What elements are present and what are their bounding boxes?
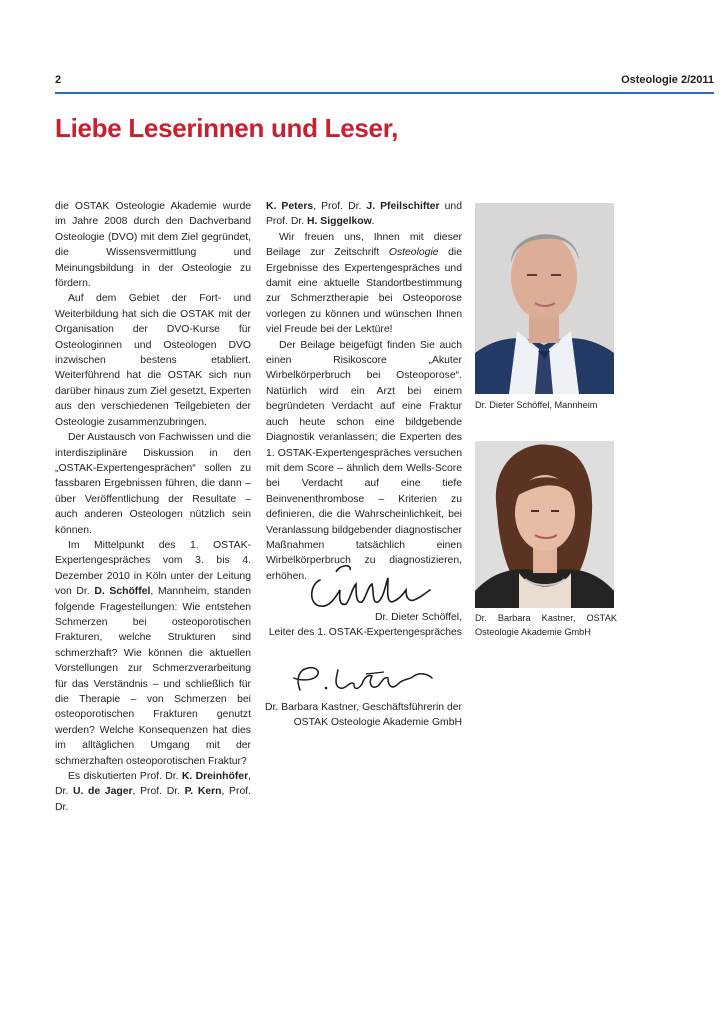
- person-name: U. de Jager: [72, 786, 133, 798]
- text-run: , Prof. Dr.: [313, 201, 367, 212]
- header-rule: [55, 92, 714, 94]
- text-run: Im Mittelpunkt des 1. OSTAK-Expertengespräches vom 3. bis 4. Dezember 2010 in Köln unter der Leitung von Dr.: [55, 539, 251, 598]
- text-run: , Dr.: [55, 771, 251, 798]
- text-run: .: [371, 216, 375, 228]
- person-name: K. Peters: [266, 201, 314, 212]
- person-name: H. Siggelkow: [307, 216, 372, 228]
- page-number: 2: [55, 74, 62, 86]
- portrait-woman-icon: [475, 441, 614, 608]
- signatory-role: OSTAK Osteologie Akademie GmbH: [293, 717, 462, 728]
- signatory-name: Dr. Barbara Kastner, Geschäftsführerin der: [265, 702, 462, 713]
- page-title: Liebe Leserinnen und Leser,: [55, 113, 399, 143]
- text-run: Es diskutierten Prof. Dr.: [68, 771, 182, 783]
- person-name: D. Schöffel: [94, 586, 151, 598]
- text-column-2: [266, 199, 462, 584]
- text-run: , Prof. Dr.: [132, 786, 185, 798]
- journal-issue: Osteologie 2/2011: [621, 74, 714, 86]
- text-run: , Mannheim, standen folgende Fragestellungen: Wie entstehen Schmerzen bei osteoporotischen Frakturen, welche Strukturen sind schmerzhaft? Wie können die aktuellen Vorstellungen zur Schmerzverarbeitung für das Verständnis – und schließlich für die Therapie – von Schmerzen bei osteoporotischen Frakturen genutzt werden? Welche Konsequenzen hat dies im alltäglichen Umgang mit der schmerzhaften osteoporotischen Fraktur?: [55, 586, 251, 767]
- paragraph: die OSTAK Osteologie Akademie wurde im Jahre 2008 durch den Dachverband Osteologie (DVO) mit dem Ziel gegründet, die Wissensvermittlung und Meinungsbildung in der Osteologie zu fördern.: [55, 201, 251, 290]
- person-name: J. Pfeilschifter: [366, 201, 440, 212]
- signatory-name: Dr. Dieter Schöffel,: [374, 612, 462, 623]
- signature-block-schoeffel: [262, 610, 462, 640]
- text-run: und Prof. Dr.: [266, 201, 462, 228]
- photo-caption: Dr. Dieter Schöffel, Mannheim: [475, 400, 598, 410]
- person-name: P. Kern: [184, 786, 222, 798]
- signature-block-kastner: [262, 700, 462, 730]
- paragraph: [266, 199, 462, 230]
- paragraph: Der Beilage beigefügt finden Sie auch einen Risikoscore „Akuter Wirbelkörperbruch bei Osteoporose“. Natürlich wird ein Arzt bei einem begründeten Verdacht auf eine Fraktur auch heute schon eine bildgebende Diagnostik veranlassen; die Experten des 1. OSTAK-Expertengespräches versuchen mit dem Score – ähnlich dem Wells-Score bei Verdacht auf eine tiefe Beinvenenthrombose – Kriterien zu definieren, die die Wahrscheinlichkeit, bei Veranlassung bildgebender diagnostischer Maßnahmen tatsächlich einen Wirbelkörperbruch zu diagnostizieren, erhöhen.: [266, 339, 462, 582]
- photo-caption: Dr. Barbara Kastner, OSTAK Osteologie Akademie GmbH: [475, 613, 617, 637]
- paragraph: [55, 769, 251, 815]
- paragraph: [55, 538, 251, 769]
- paragraph: Der Austausch von Fachwissen und die interdisziplinäre Diskussion in den „OSTAK-Expertengesprächen“ sollen zu fassbaren Ergebnissen führen, die dann – über Veröffentlichung der Resultate – auch anderen Osteologen nützlich sein können.: [55, 432, 251, 536]
- page-header: [55, 74, 714, 90]
- signatory-role: Leiter des 1. OSTAK-Expertengespräches: [268, 627, 462, 638]
- text-run: , Prof. Dr.: [55, 786, 251, 813]
- journal-name: Osteologie: [388, 247, 439, 259]
- text-run: die Ergebnisse des Expertengespräches und damit eine aktuelle Standortbestimmung zur Schmerztherapie bei Osteoporose vorlegen zu können und wünschen Ihnen viel Freude bei der Lektüre!: [266, 247, 462, 336]
- person-name: K. Dreinhöfer: [181, 771, 249, 783]
- text-run: Wir freuen uns, Ihnen mit dieser Beilage zur Zeitschrift: [266, 231, 462, 259]
- portrait-man-icon: [475, 203, 614, 394]
- paragraph: Auf dem Gebiet der Fort- und Weiterbildung hat sich die OSTAK mit der Organisation der DVO-Kurse für Osteologinnen und Osteologen DVO inzwischen bestens etabliert. Weiterführend hat die OSTAK sich nun darüber hinaus zum Ziel gesetzt, Experten aus den verschiedenen Teilgebieten der Osteologie zusammenzubringen.: [55, 293, 251, 428]
- paragraph: [266, 230, 462, 338]
- text-column-1: [55, 199, 251, 815]
- portrait-photo-schoeffel: [475, 203, 614, 394]
- signature-schoeffel: [306, 560, 436, 612]
- portrait-photo-kastner: [475, 441, 614, 608]
- signature-kastner: [288, 664, 436, 696]
